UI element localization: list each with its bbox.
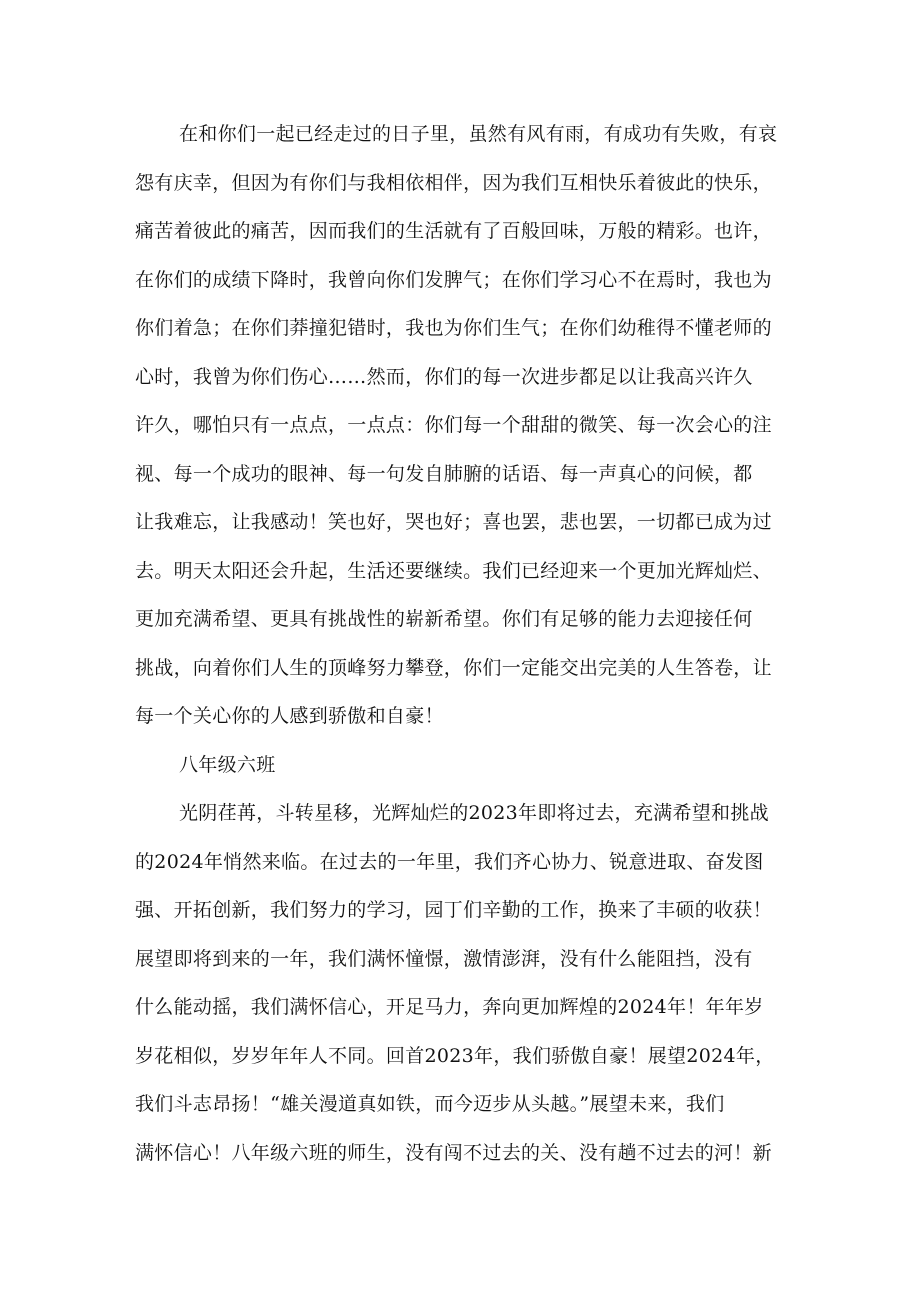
paragraph-line: 强、开拓创新，我们努力的学习，园丁们辛勤的工作，换来了丰硕的收获！	[135, 899, 772, 921]
signature: 八年级六班	[179, 753, 276, 776]
paragraph-line: 展望即将到来的一年，我们满怀憧憬，激情澎湃，没有什么能阻挡，没有	[135, 947, 753, 970]
paragraph-line: 的2024年悄然来临。在过去的一年里，我们齐心协力、锐意进取、奋发图	[135, 850, 764, 873]
paragraph-2	[135, 789, 805, 1177]
paragraph-line: 挑战，向着你们人生的顶峰努力攀登，你们一定能交出完美的人生答卷，让	[135, 656, 772, 679]
paragraph-line: 视、每一个成功的眼神、每一句发自肺腑的话语、每一声真心的问候，都	[135, 462, 753, 485]
paragraph-line: 怨有庆幸，但因为有你们与我相依相伴，因为我们互相快乐着彼此的快乐，	[135, 171, 772, 194]
paragraph-line: 光阴荏苒，斗转星移，光辉灿烂的2023年即将过去，充满希望和挑战	[179, 802, 769, 824]
paragraph-line: 心时，我曾为你们伤心……然而，你们的每一次进步都足以让我高兴许久	[135, 365, 753, 388]
paragraph-line: 在你们的成绩下降时，我曾向你们发脾气；在你们学习心不在焉时，我也为	[135, 268, 772, 291]
paragraph-line: 我们斗志昂扬！“雄关漫道真如铁，而今迈步从头越。”展望未来，我们	[135, 1093, 725, 1115]
paragraph-line: 什么能动摇，我们满怀信心，开足马力，奔向更加辉煌的2024年！年年岁	[135, 996, 764, 1018]
paragraph-line: 许久，哪怕只有一点点，一点点：你们每一个甜甜的微笑、每一次会心的注	[135, 414, 772, 436]
paragraph-line: 让我难忘，让我感动！笑也好，哭也好；喜也罢，悲也罢，一切都已成为过	[135, 511, 772, 533]
paragraph-line: 痛苦着彼此的痛苦，因而我们的生活就有了百般回味，万般的精彩。也许，	[135, 220, 772, 242]
document-body	[135, 110, 805, 1177]
paragraph-1	[135, 110, 805, 741]
paragraph-line: 岁花相似，岁岁年年人不同。回首2023年，我们骄傲自豪！展望2024年，	[135, 1044, 775, 1067]
paragraph-line: 更加充满希望、更具有挑战性的崭新希望。你们有足够的能力去迎接任何	[135, 608, 753, 630]
paragraph-line: 每一个关心你的人感到骄傲和自豪！	[135, 705, 444, 727]
paragraph-line: 你们着急；在你们莽撞犯错时，我也为你们生气；在你们幼稚得不懂老师的	[135, 317, 772, 339]
paragraph-line: 满怀信心！八年级六班的师生，没有闯不过去的关、没有趟不过去的河！新	[135, 1141, 772, 1164]
paragraph-line: 在和你们一起已经走过的日子里，虽然有风有雨，有成功有失败，有哀	[179, 123, 778, 145]
paragraph-line: 去。明天太阳还会升起，生活还要继续。我们已经迎来一个更加光辉灿烂、	[135, 559, 772, 582]
